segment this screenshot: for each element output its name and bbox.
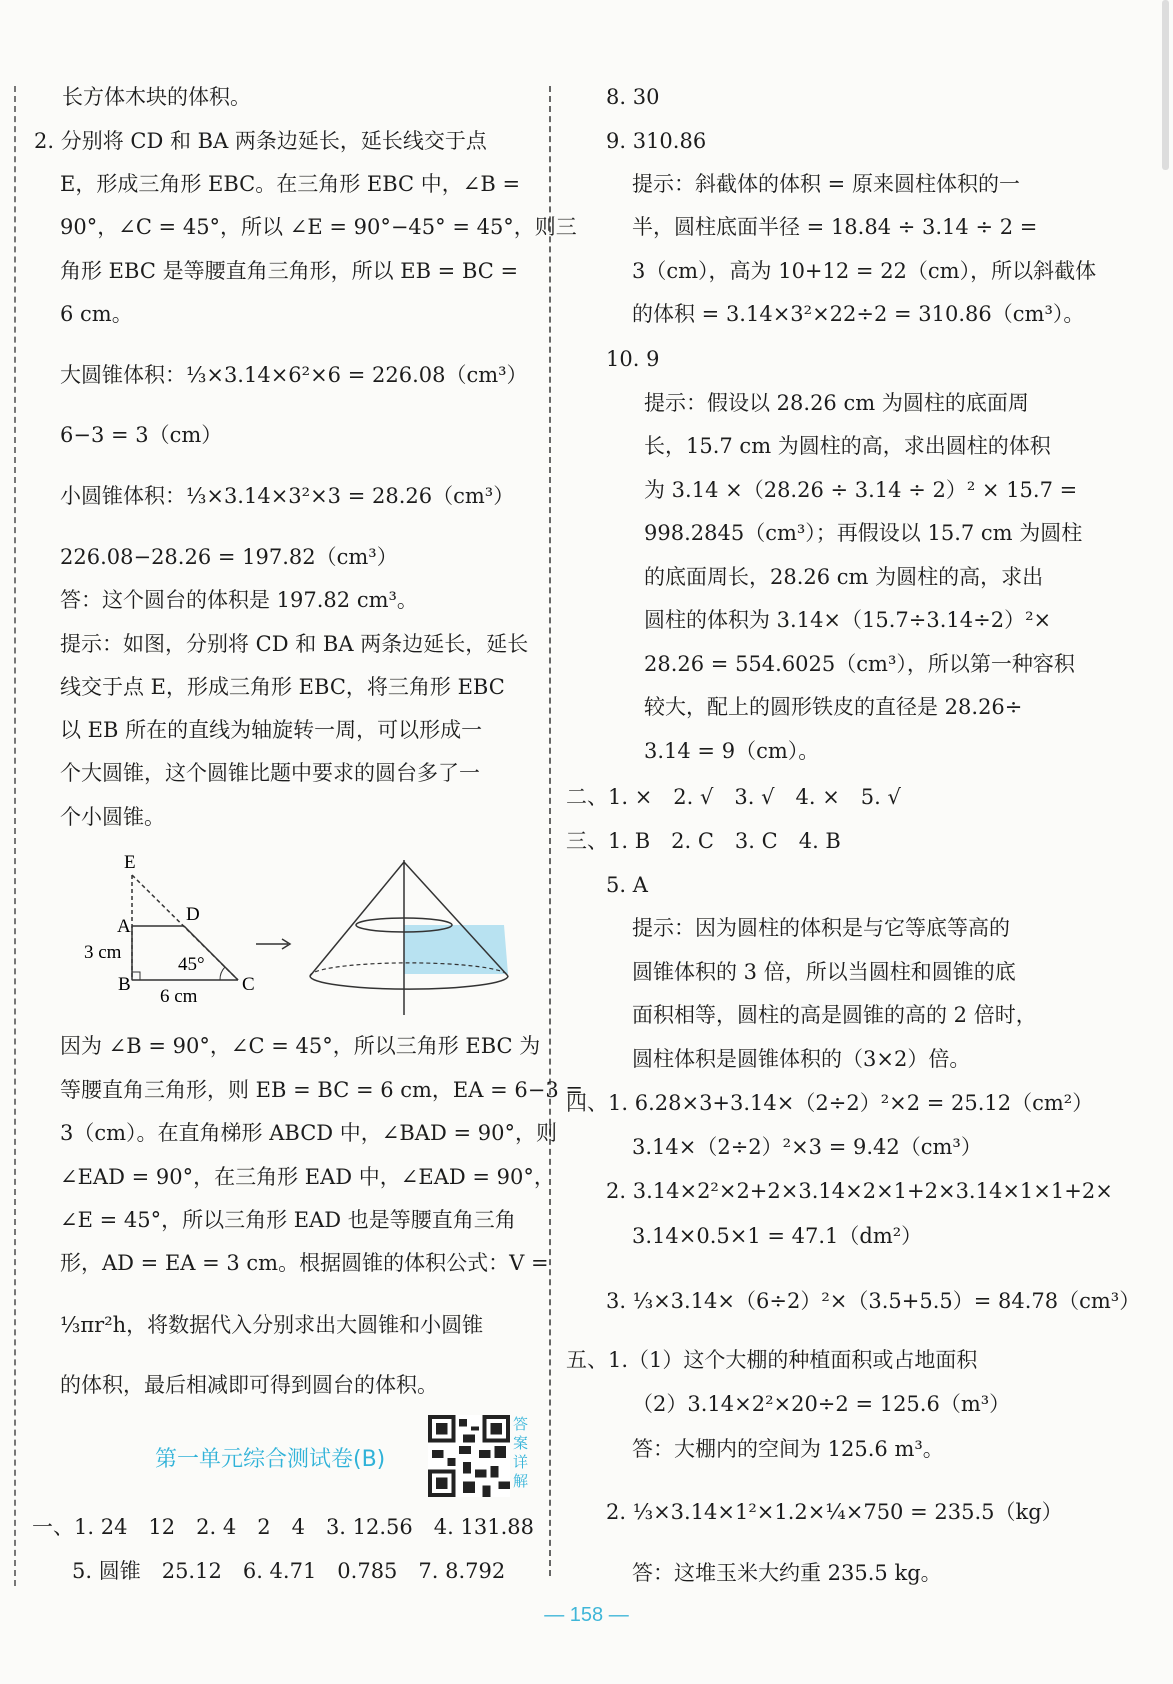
left-line: 等腰直角三角形，则 EB = BC = 6 cm，EA = 6−3 =	[60, 1078, 583, 1102]
right-line: 提示：斜截体的体积 = 原来圆柱体积的一	[632, 172, 1020, 196]
right-line: 3. ⅓×3.14×（6÷2）²×（3.5+5.5）= 84.78（cm³）	[606, 1289, 1141, 1313]
right-line: （2）3.14×2²×20÷2 = 125.6（m³）	[632, 1392, 1011, 1416]
label-d: D	[186, 904, 200, 925]
right-line: 3.14×0.5×1 = 47.1（dm²）	[632, 1224, 923, 1248]
right-line: 五、1.（1）这个大棚的种植面积或占地面积	[566, 1348, 978, 1372]
qr-label: 答案详解	[513, 1415, 529, 1490]
left-line: 6−3 = 3（cm）	[60, 423, 223, 447]
right-line: 28.26 = 554.6025（cm³），所以第一种容积	[644, 652, 1075, 676]
page-number: — 158 —	[544, 1604, 629, 1626]
right-line: 998.2845（cm³）；再假设以 15.7 cm 为圆柱	[644, 521, 1083, 545]
right-line: 3.14×（2÷2）²×3 = 9.42（cm³）	[632, 1135, 982, 1159]
left-line: 2. 分别将 CD 和 BA 两条边延长，延长线交于点	[34, 129, 487, 153]
label-b: B	[118, 974, 131, 995]
label-e: E	[124, 852, 136, 873]
right-line: 5. A	[606, 873, 648, 897]
left-line: ⅓πr²h，将数据代入分别求出大圆锥和小圆锥	[60, 1313, 484, 1337]
cone-figure	[60, 850, 520, 1024]
left-answer-line: 一、1. 24 12 2. 4 2 4 3. 12.56 4. 131.88	[32, 1515, 534, 1539]
section-heading: 第一单元综合测试卷(B)	[155, 1447, 386, 1472]
left-line: ∠E = 45°，所以三角形 EAD 也是等腰直角三角	[60, 1208, 516, 1232]
label-c: C	[242, 974, 255, 995]
left-line: 以 EB 所在的直线为轴旋转一周，可以形成一	[60, 718, 483, 742]
right-line: 的体积 = 3.14×3²×22÷2 = 310.86（cm³）。	[632, 302, 1085, 326]
right-line: 提示：因为圆柱的体积是与它等底等高的	[632, 916, 1010, 940]
column-divider	[549, 86, 551, 1576]
left-line: 答：这个圆台的体积是 197.82 cm³。	[60, 588, 418, 612]
left-line: 3（cm）。在直角梯形 ABCD 中，∠BAD = 90°，则	[60, 1121, 557, 1145]
left-line: ∠EAD = 90°，在三角形 EAD 中，∠EAD = 90°，	[60, 1165, 555, 1189]
right-line: 9. 310.86	[606, 129, 707, 153]
frustum-diagram	[60, 850, 520, 1020]
left-line: 因为 ∠B = 90°，∠C = 45°，所以三角形 EBC 为	[60, 1034, 541, 1058]
right-line: 较大，配上的圆形铁皮的直径是 28.26÷	[644, 695, 1023, 719]
left-line: 小圆锥体积：⅓×3.14×3²×3 = 28.26（cm³）	[60, 484, 515, 508]
left-margin-line	[14, 86, 16, 1586]
right-line: 2. ⅓×3.14×1²×1.2×¼×750 = 235.5（kg）	[606, 1500, 1063, 1524]
left-line: 个大圆锥，这个圆锥比题中要求的圆台多了一	[60, 761, 480, 785]
right-line: 答：大棚内的空间为 125.6 m³。	[632, 1437, 944, 1461]
left-answer-line: 5. 圆锥 25.12 6. 4.71 0.785 7. 8.792	[72, 1559, 506, 1583]
left-line: 角形 EBC 是等腰直角三角形，所以 EB = BC =	[60, 259, 519, 283]
right-line: 的底面周长，28.26 cm 为圆柱的高，求出	[644, 565, 1044, 589]
scrollbar[interactable]	[1162, 0, 1169, 170]
right-line: 圆锥体积的 3 倍，所以当圆柱和圆锥的底	[632, 960, 1016, 984]
right-line: 长，15.7 cm 为圆柱的高，求出圆柱的体积	[644, 434, 1051, 458]
right-line: 答：这堆玉米大约重 235.5 kg。	[632, 1561, 942, 1585]
left-line: 226.08−28.26 = 197.82（cm³）	[60, 545, 398, 569]
left-line: 线交于点 E，形成三角形 EBC，将三角形 EBC	[60, 675, 505, 699]
right-line: 圆柱的体积为 3.14×（15.7÷3.14÷2）²×	[644, 608, 1052, 632]
right-line: 半，圆柱底面半径 = 18.84 ÷ 3.14 ÷ 2 =	[632, 215, 1038, 239]
left-line: 90°，∠C = 45°，所以 ∠E = 90°−45° = 45°，则三	[60, 215, 577, 239]
right-line: 3.14 = 9（cm）。	[644, 739, 820, 763]
left-line: E，形成三角形 EBC。在三角形 EBC 中，∠B =	[60, 172, 521, 196]
right-line: 三、1. B 2. C 3. C 4. B	[566, 829, 841, 853]
right-line: 2. 3.14×2²×2+2×3.14×2×1+2×3.14×1×1+2×	[606, 1179, 1113, 1203]
label-6cm: 6 cm	[160, 986, 198, 1007]
left-line: 形，AD = EA = 3 cm。根据圆锥的体积公式：V =	[60, 1251, 549, 1275]
right-line: 圆柱体积是圆锥体积的（3×2）倍。	[632, 1047, 971, 1071]
label-3cm: 3 cm	[84, 942, 122, 963]
qr-code-icon[interactable]	[428, 1415, 510, 1497]
right-line: 3（cm），高为 10+12 = 22（cm），所以斜截体	[632, 259, 1097, 283]
left-line: 个小圆锥。	[60, 805, 165, 829]
left-line: 提示：如图，分别将 CD 和 BA 两条边延长，延长	[60, 632, 529, 656]
left-line: 大圆锥体积：⅓×3.14×6²×6 = 226.08（cm³）	[60, 363, 528, 387]
right-line: 8. 30	[606, 85, 660, 109]
left-line: 6 cm。	[60, 302, 133, 326]
left-line: 的体积，最后相减即可得到圆台的体积。	[60, 1373, 438, 1397]
label-45deg: 45°	[178, 954, 205, 975]
left-line: 长方体木块的体积。	[62, 85, 251, 109]
right-line: 面积相等，圆柱的高是圆锥的高的 2 倍时，	[632, 1003, 1037, 1027]
right-line: 提示：假设以 28.26 cm 为圆柱的底面周	[644, 391, 1029, 415]
right-line: 二、1. × 2. √ 3. √ 4. × 5. √	[566, 785, 901, 809]
label-a: A	[117, 916, 131, 937]
right-line: 为 3.14 ×（28.26 ÷ 3.14 ÷ 2）² × 15.7 =	[644, 478, 1078, 502]
right-line: 四、1. 6.28×3+3.14×（2÷2）²×2 = 25.12（cm²）	[566, 1091, 1094, 1115]
right-line: 10. 9	[606, 347, 660, 371]
